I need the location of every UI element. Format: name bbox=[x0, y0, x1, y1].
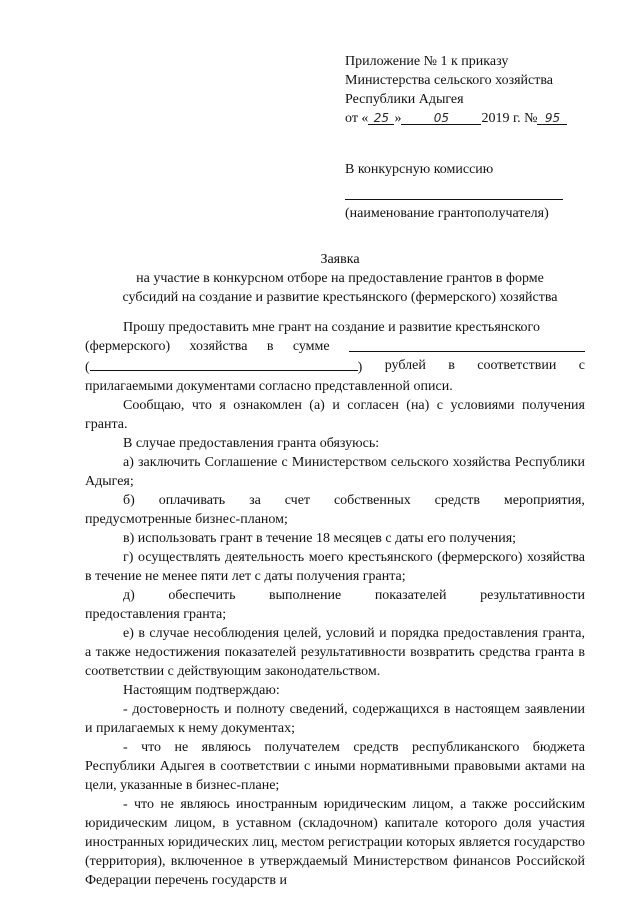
word: средств bbox=[434, 493, 480, 508]
obligation-b-line-2: предусмотренные бизнес-планом; bbox=[85, 512, 288, 527]
request-paragraph-line-2 bbox=[85, 337, 585, 356]
addressee-block bbox=[345, 160, 563, 223]
word: оплачивать bbox=[158, 493, 226, 508]
annex-line-3: Республики Адыгея bbox=[345, 92, 464, 107]
grantee-name-note: (наименование грантополучателя) bbox=[345, 206, 549, 221]
word: с bbox=[578, 358, 585, 373]
annex-line-1: Приложение № 1 к приказу bbox=[345, 54, 509, 69]
word: результативности bbox=[480, 588, 585, 603]
word: сумме bbox=[292, 339, 330, 354]
paren-open: ( bbox=[85, 360, 90, 375]
order-number: 95 bbox=[537, 109, 567, 125]
word: счет bbox=[284, 493, 311, 508]
word: в bbox=[448, 358, 455, 373]
word: б) bbox=[123, 493, 135, 508]
obligations-heading: В случае предоставления гранта обязуюсь: bbox=[123, 436, 380, 451]
confirmation-1: - достоверность и полноту сведений, содержащихся в настоящем заявлении и прилагаемых к нему документах; bbox=[85, 702, 585, 736]
obligation-a: а) заключить Соглашение с Министерством сельского хозяйства Республики Адыгея; bbox=[85, 455, 585, 489]
date-prefix: от « bbox=[345, 111, 369, 126]
addressee-to: В конкурсную комиссию bbox=[345, 162, 494, 177]
word: за bbox=[249, 493, 261, 508]
confirmation-3: - что не являюсь иностранным юридическим лицом, а также российским юридическим лицом, в уставном (складочном) капитале которого доля участия иностранных юридических лиц, местом регистрации которых является государство (территория), включенное в утверждаемый Министерством финансов Российской Федерации перечень государств и bbox=[85, 797, 585, 888]
word: собственных bbox=[333, 493, 411, 508]
title-line-3: субсидий на создание и развитие крестьянского (фермерского) хозяйства bbox=[122, 290, 558, 305]
word: в bbox=[266, 339, 274, 354]
word: мероприятия, bbox=[503, 493, 585, 508]
obligation-b-line-1 bbox=[85, 491, 585, 510]
obligation-v: в) использовать грант в течение 18 месяцев с даты его получения; bbox=[123, 531, 517, 546]
grant-amount-field[interactable] bbox=[349, 337, 585, 352]
grant-amount-words-field[interactable] bbox=[90, 356, 358, 371]
word: рублей bbox=[384, 358, 426, 373]
paren-close: ) bbox=[357, 360, 363, 375]
word: хозяйства bbox=[189, 339, 248, 354]
word: обеспечить bbox=[168, 588, 236, 603]
title-line-2: на участие в конкурсном отборе на предоставление грантов в форме bbox=[136, 271, 544, 286]
word: д) bbox=[123, 588, 135, 603]
acknowledgement-paragraph: Сообщаю, что я ознакомлен (а) и согласен (на) с условиями получения гранта. bbox=[85, 398, 585, 432]
request-paragraph-line-1: Прошу предоставить мне грант на создание и развитие крестьянского bbox=[123, 320, 540, 335]
application-title bbox=[60, 250, 620, 307]
date-mid: » bbox=[394, 111, 402, 126]
annex-block bbox=[345, 52, 567, 128]
obligation-d-line-1 bbox=[85, 586, 585, 605]
date-day: 25 bbox=[368, 109, 394, 125]
word: показателей bbox=[374, 588, 447, 603]
request-paragraph-line-3 bbox=[85, 356, 585, 377]
annex-line-2: Министерства сельского хозяйства bbox=[345, 73, 554, 88]
confirmation-2: - что не являюсь получателем средств республиканского бюджета Республики Адыгея в соответствии с иными нормативными правовыми актами на цели, указанные в бизнес-плане; bbox=[85, 740, 585, 793]
date-month: 05 bbox=[401, 109, 481, 125]
word: (фермерского) bbox=[85, 339, 171, 354]
annex-date-line bbox=[345, 109, 567, 128]
obligation-e: е) в случае несоблюдения целей, условий и порядка предоставления гранта, а также недостижения показателей результативности возвратить средства гранта в соответствии с действующим законодательством. bbox=[85, 626, 585, 679]
confirmations-heading: Настоящим подтверждаю: bbox=[123, 683, 280, 698]
grantee-name-field[interactable] bbox=[345, 185, 563, 200]
title-line-1: Заявка bbox=[320, 252, 360, 267]
application-body bbox=[85, 318, 585, 890]
obligation-d-line-2: предоставления гранта; bbox=[85, 607, 227, 622]
date-year: 2019 г. № bbox=[481, 111, 538, 126]
obligation-g: г) осуществлять деятельность моего крестьянского (фермерского) хозяйства в течение не менее пяти лет с даты получения гранта; bbox=[85, 550, 585, 584]
word: выполнение bbox=[269, 588, 342, 603]
request-paragraph-line-4: прилагаемыми документами согласно представленной описи. bbox=[85, 379, 453, 394]
word: соответствии bbox=[477, 358, 557, 373]
